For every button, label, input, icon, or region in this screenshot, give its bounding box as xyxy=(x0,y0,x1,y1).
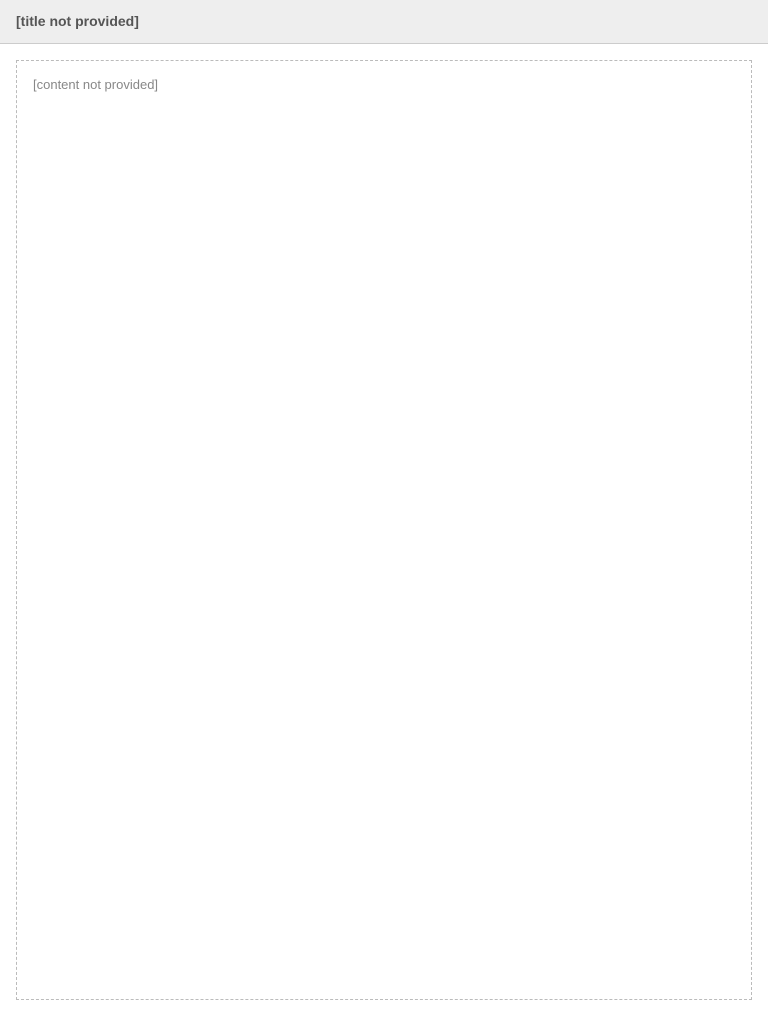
title-bar xyxy=(0,0,768,44)
content-area xyxy=(16,60,752,1000)
page-title: [title not provided] xyxy=(16,13,139,29)
content-placeholder: [content not provided] xyxy=(33,77,159,92)
